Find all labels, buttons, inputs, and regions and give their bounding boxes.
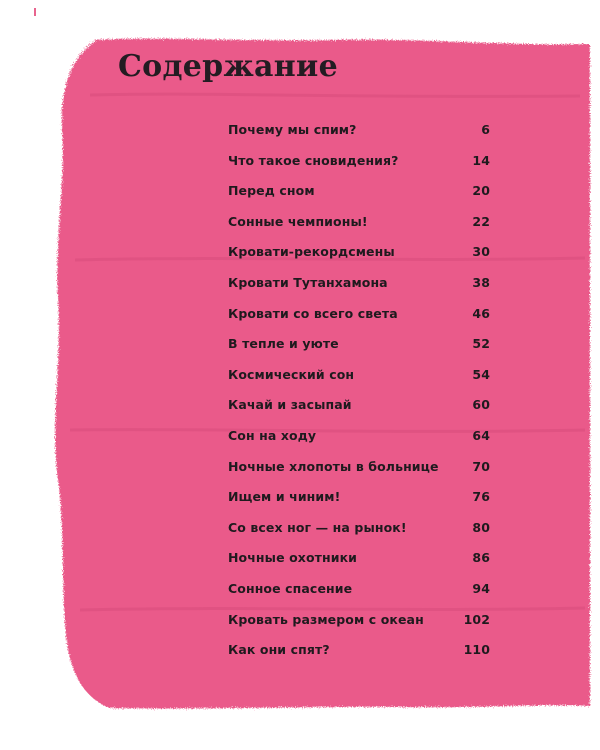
toc-entry-title: Ночные хлопоты в больнице [228,458,439,474]
toc-entry-page: 20 [472,183,490,199]
toc-entry[interactable] [228,397,490,428]
toc-entry[interactable] [228,244,490,275]
toc-entry-page: 6 [481,122,490,137]
toc-entry-page: 80 [472,519,490,535]
table-of-contents [228,122,490,673]
toc-entry[interactable] [228,581,490,612]
toc-entry[interactable] [228,428,490,459]
toc-entry-title: Как они спят? [228,642,330,658]
toc-entry-title: Что такое сновидения? [228,152,399,168]
toc-entry-page: 102 [463,611,490,627]
toc-entry-title: Сон на ходу [228,427,317,443]
toc-entry-title: Ночные охотники [228,550,358,566]
toc-entry[interactable] [228,550,490,581]
toc-entry[interactable] [228,367,490,398]
toc-entry[interactable] [228,306,490,337]
toc-entry[interactable] [228,612,490,643]
toc-entry-title: Кровати Тутанхамона [228,274,388,290]
toc-entry-page: 64 [472,427,490,443]
toc-entry-title: Со всех ног — на рынок! [228,519,407,535]
toc-entry-title: В тепле и уюте [228,336,339,352]
toc-entry[interactable] [228,153,490,184]
toc-entry-title: Перед сном [228,183,315,199]
toc-entry-page: 86 [472,550,490,566]
toc-entry-title: Кровать размером с океан [228,611,424,627]
toc-entry-title: Кровати со всего света [228,305,398,321]
toc-entry-page: 30 [472,244,490,260]
toc-entry-page: 52 [472,336,490,352]
toc-entry[interactable] [228,183,490,214]
toc-entry[interactable] [228,275,490,306]
toc-entry-title: Кровати-рекордсмены [228,244,395,260]
toc-entry-page: 22 [472,213,490,229]
toc-entry-title: Почему мы спим? [228,122,357,137]
toc-entry-page: 46 [472,305,490,321]
toc-entry-title: Сонное спасение [228,580,353,596]
toc-entry[interactable] [228,489,490,520]
page-title: Содержание [118,49,338,84]
toc-entry-page: 76 [472,489,490,505]
toc-entry-title: Ищем и чиним! [228,489,341,505]
toc-entry[interactable] [228,122,490,153]
toc-entry-title: Сонные чемпионы! [228,213,368,229]
toc-entry-page: 54 [472,366,490,382]
toc-entry-page: 70 [472,458,490,474]
toc-entry[interactable] [228,336,490,367]
toc-entry-title: Космический сон [228,366,355,382]
toc-entry-page: 38 [472,274,490,290]
toc-entry[interactable] [228,642,490,673]
corner-mark [34,8,36,16]
toc-entry-page: 14 [472,152,490,168]
toc-entry[interactable] [228,214,490,245]
toc-entry-page: 110 [463,642,490,658]
toc-entry-title: Качай и засыпай [228,397,352,413]
toc-entry-page: 94 [472,580,490,596]
toc-entry[interactable] [228,459,490,490]
toc-entry-page: 60 [472,397,490,413]
toc-entry[interactable] [228,520,490,551]
